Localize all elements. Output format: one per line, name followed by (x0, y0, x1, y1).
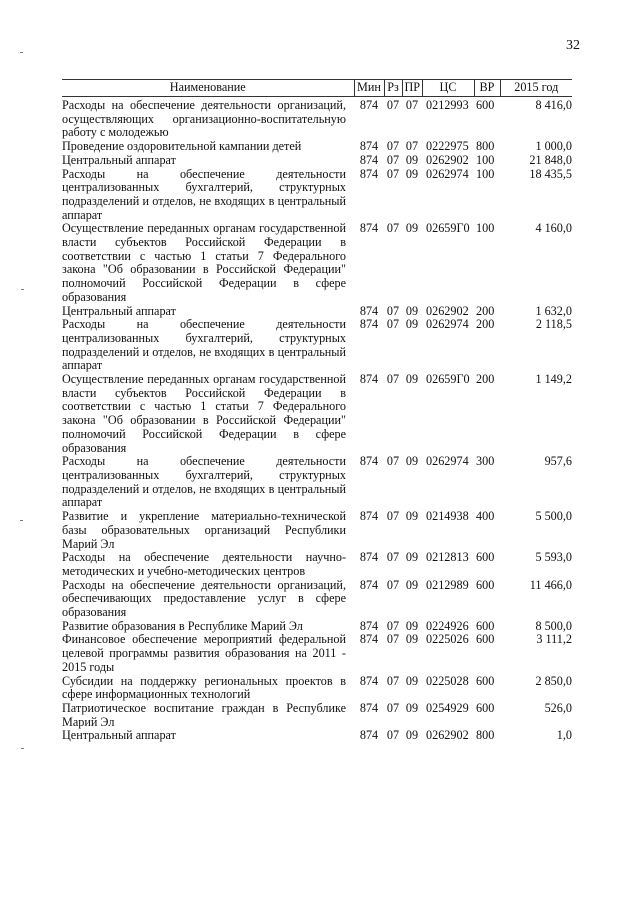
row-min: 874 (359, 700, 379, 715)
table-row (62, 154, 572, 168)
row-sum: 18 435,5 (529, 166, 572, 181)
row-min: 874 (359, 509, 379, 524)
row-min: 874 (359, 454, 379, 469)
budget-table (62, 79, 572, 743)
header-sum: 2015 год (500, 80, 572, 97)
row-vr: 600 (476, 632, 495, 647)
table-row (62, 551, 572, 578)
row-rz: 07 (386, 618, 400, 633)
table-row (62, 675, 572, 702)
table-row (62, 168, 572, 223)
row-rz: 07 (386, 632, 400, 647)
row-pr: 09 (405, 303, 419, 318)
row-vr: 600 (476, 618, 495, 633)
row-cs: 02659Г0 (426, 221, 470, 236)
row-pr: 09 (405, 372, 419, 387)
row-pr: 09 (405, 700, 419, 715)
row-name: Расходы на обеспечение деятельности централизованных бухгалтерий, структурных подразделений и отделов, не входящих в центральный аппарат (62, 317, 346, 373)
header-pr: ПР (402, 80, 422, 97)
row-pr: 07 (405, 139, 419, 154)
row-cs: 0224926 (426, 618, 469, 633)
row-vr: 400 (476, 509, 495, 524)
row-sum: 5 500,0 (535, 509, 572, 524)
header-cs: ЦС (422, 80, 474, 97)
scan-mark (21, 289, 24, 290)
row-min: 874 (359, 632, 379, 647)
row-min: 874 (359, 577, 379, 592)
row-vr: 200 (476, 372, 495, 387)
row-min: 874 (359, 98, 379, 112)
row-pr: 07 (405, 98, 419, 112)
row-name: Развитие и укрепление материально-технической базы образовательных организаций Республики Марий Эл (62, 509, 346, 551)
row-cs: 0214938 (426, 509, 469, 524)
row-min: 874 (359, 221, 379, 236)
row-name: Расходы на обеспечение деятельности научно-методических и учебно-методических центров (62, 550, 346, 578)
row-vr: 600 (476, 550, 495, 565)
row-cs: 0262902 (426, 152, 469, 167)
table-row (62, 702, 572, 729)
row-min: 874 (359, 372, 379, 387)
row-pr: 09 (405, 166, 419, 181)
table-row (62, 579, 572, 620)
row-rz: 07 (386, 166, 400, 181)
row-vr: 600 (476, 673, 495, 688)
row-name: Расходы на обеспечение деятельности централизованных бухгалтерий, структурных подразделений и отделов, не входящих в центральный аппарат (62, 454, 346, 510)
row-name: Осуществление переданных органам государственной власти субъектов Российской Федерации в соответствии с частью 1 статьи 7 Федерального закона "Об образовании в Российской Федерации" полномочий Российской Федерации в сфере образования (62, 221, 346, 304)
row-rz: 07 (386, 139, 400, 154)
row-pr: 09 (405, 509, 419, 524)
row-rz: 07 (386, 550, 400, 565)
row-rz: 07 (386, 221, 400, 236)
row-pr: 09 (405, 632, 419, 647)
row-cs: 0254929 (426, 700, 469, 715)
row-min: 874 (359, 618, 379, 633)
row-cs: 0212989 (426, 577, 469, 592)
row-vr: 100 (476, 166, 495, 181)
row-name: Субсидии на поддержку региональных проектов в сфере информационных технологий (62, 673, 346, 702)
table-row (62, 455, 572, 510)
row-vr: 800 (476, 728, 495, 743)
row-min: 874 (359, 550, 379, 565)
row-pr: 09 (405, 550, 419, 565)
row-vr: 600 (476, 700, 495, 715)
row-rz: 07 (386, 577, 400, 592)
table-row (62, 318, 572, 373)
row-sum: 3 111,2 (536, 632, 572, 647)
row-vr: 200 (476, 303, 495, 318)
row-sum: 1 632,0 (535, 303, 572, 318)
scan-mark (20, 520, 23, 521)
row-name: Расходы на обеспечение деятельности организаций, обеспечивающих предоставление услуг в сфере образования (62, 577, 346, 620)
row-cs: 0212993 (426, 98, 469, 112)
row-min: 874 (359, 673, 379, 688)
row-name: Центральный аппарат (62, 303, 176, 318)
row-pr: 09 (405, 221, 419, 236)
header-rz: Рз (384, 80, 402, 97)
table-row (62, 222, 572, 304)
row-name: Расходы на обеспечение деятельности организаций, осуществляющих организационно-воспитательную работу с молодежью (62, 98, 346, 140)
row-cs: 0225026 (426, 632, 469, 647)
row-sum: 11 466,0 (529, 577, 572, 592)
row-vr: 300 (476, 454, 495, 469)
header-name: Наименование (62, 80, 354, 97)
row-min: 874 (359, 139, 379, 154)
row-name: Центральный аппарат (62, 728, 176, 743)
row-sum: 957,6 (544, 454, 572, 469)
row-name: Финансовое обеспечение мероприятий федеральной целевой программы развития образования на 2011 - 2015 годы (62, 632, 346, 674)
table-row (62, 373, 572, 455)
row-sum: 8 500,0 (535, 618, 572, 633)
row-cs: 0222975 (426, 139, 469, 154)
row-sum: 526,0 (544, 700, 572, 715)
row-vr: 600 (476, 98, 495, 112)
row-pr: 09 (405, 577, 419, 592)
table-row (62, 305, 572, 319)
row-cs: 0225028 (426, 673, 469, 688)
row-cs: 0262974 (426, 317, 469, 332)
row-min: 874 (359, 152, 379, 167)
row-cs: 02659Г0 (426, 372, 470, 387)
row-pr: 09 (405, 317, 419, 332)
row-min: 874 (359, 166, 379, 181)
table-row (62, 729, 572, 743)
scan-mark (20, 52, 23, 53)
row-sum: 5 593,0 (535, 550, 572, 565)
row-name: Патриотическое воспитание граждан в Республике Марий Эл (62, 700, 346, 729)
row-vr: 200 (476, 317, 495, 332)
row-min: 874 (359, 728, 379, 743)
page-number: 32 (566, 38, 580, 53)
row-rz: 07 (386, 509, 400, 524)
row-min: 874 (359, 303, 379, 318)
row-cs: 0212813 (426, 550, 469, 565)
row-sum: 1 000,0 (535, 139, 572, 154)
scan-mark (21, 748, 24, 749)
row-rz: 07 (386, 700, 400, 715)
row-sum: 8 416,0 (535, 98, 572, 112)
table-row (62, 620, 572, 634)
row-rz: 07 (386, 152, 400, 167)
row-name: Центральный аппарат (62, 152, 176, 167)
row-rz: 07 (386, 728, 400, 743)
row-name: Проведение оздоровительной кампании детей (62, 139, 302, 154)
table-body (62, 97, 572, 744)
row-pr: 09 (405, 454, 419, 469)
row-cs: 0262974 (426, 454, 469, 469)
row-name: Осуществление переданных органам государственной власти субъектов Российской Федерации в соответствии с частью 1 статьи 7 Федерального закона "Об образовании в Российской Федерации" полномочий Российской Федерации в сфере образования (62, 372, 346, 455)
row-sum: 4 160,0 (535, 221, 572, 236)
table-row (62, 140, 572, 154)
row-pr: 09 (405, 728, 419, 743)
row-sum: 2 850,0 (535, 673, 572, 688)
row-sum: 2 118,5 (535, 317, 572, 332)
table-row (62, 633, 572, 674)
row-vr: 600 (476, 577, 495, 592)
row-vr: 100 (476, 221, 495, 236)
table-row (62, 510, 572, 551)
header-min: Мин (354, 80, 384, 97)
row-sum: 21 848,0 (529, 152, 572, 167)
row-sum: 1 149,2 (535, 372, 572, 387)
row-vr: 100 (476, 152, 495, 167)
row-pr: 09 (405, 152, 419, 167)
row-cs: 0262902 (426, 303, 469, 318)
row-sum: 1,0 (556, 728, 572, 743)
row-rz: 07 (386, 317, 400, 332)
row-pr: 09 (405, 618, 419, 633)
row-name: Расходы на обеспечение деятельности централизованных бухгалтерий, структурных подразделений и отделов, не входящих в центральный аппарат (62, 166, 346, 222)
row-rz: 07 (386, 303, 400, 318)
row-cs: 0262974 (426, 166, 469, 181)
row-pr: 09 (405, 673, 419, 688)
row-rz: 07 (386, 454, 400, 469)
table-header (62, 80, 572, 97)
row-min: 874 (359, 317, 379, 332)
row-vr: 800 (476, 139, 495, 154)
row-cs: 0262902 (426, 728, 469, 743)
row-rz: 07 (386, 98, 400, 112)
table-row (62, 97, 572, 141)
row-name: Развитие образования в Республике Марий Эл (62, 618, 303, 633)
row-rz: 07 (386, 673, 400, 688)
row-rz: 07 (386, 372, 400, 387)
header-vr: ВР (474, 80, 500, 97)
